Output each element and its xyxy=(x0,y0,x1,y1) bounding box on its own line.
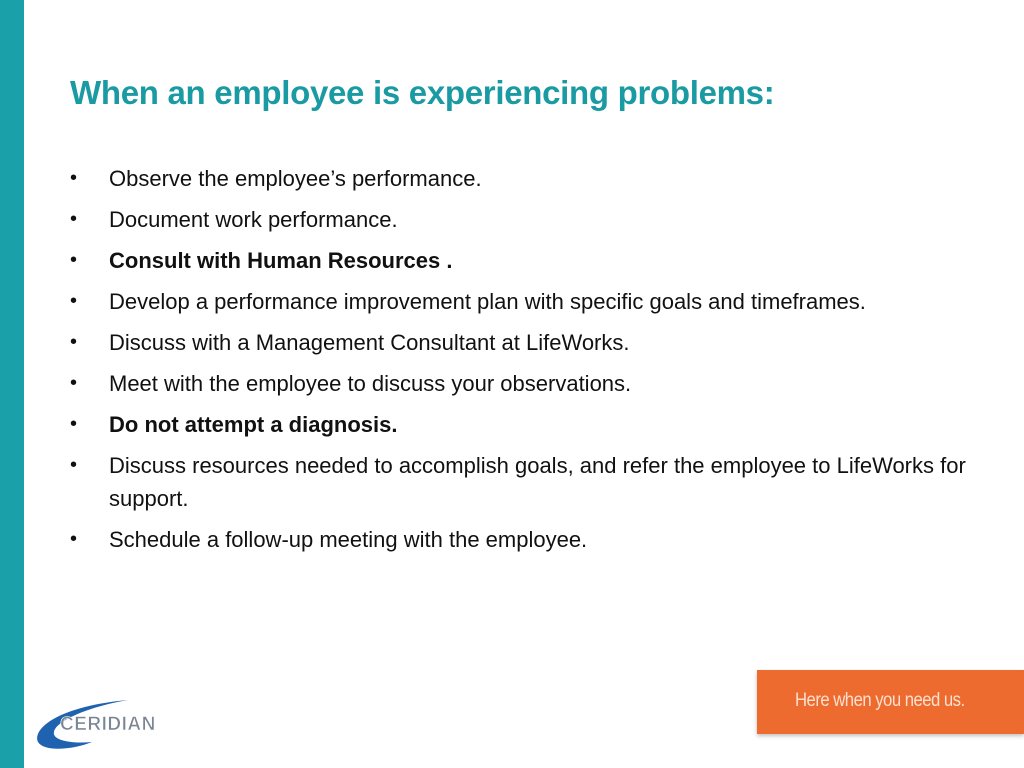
bullet-text: Do not attempt a diagnosis. xyxy=(109,412,398,437)
bullet-item xyxy=(70,326,970,359)
ceridian-logo xyxy=(30,692,190,754)
bullet-marker: • xyxy=(70,208,78,230)
bullet-text: Meet with the employee to discuss your observations. xyxy=(109,371,632,396)
bullet-item xyxy=(70,523,970,556)
bullet-marker: • xyxy=(70,167,78,189)
bullet-text: Develop a performance improvement plan with specific goals and timeframes. xyxy=(109,289,866,314)
bullet-item xyxy=(70,203,970,236)
tagline-banner xyxy=(757,670,1024,734)
bullet-marker: • xyxy=(70,454,78,476)
bullet-marker: • xyxy=(70,249,78,271)
bullet-marker: • xyxy=(70,331,78,353)
bullet-item xyxy=(70,367,970,400)
logo-text: CERIDIAN xyxy=(60,714,156,735)
bullet-text: Discuss with a Management Consultant at LifeWorks. xyxy=(109,330,630,355)
bullet-item xyxy=(70,244,970,277)
bullet-item xyxy=(70,408,970,441)
bullet-marker: • xyxy=(70,372,78,394)
bullet-item xyxy=(70,449,970,515)
bullet-marker: • xyxy=(70,413,78,435)
bullet-marker: • xyxy=(70,290,78,312)
bullet-text: Schedule a follow-up meeting with the employee. xyxy=(109,527,588,552)
bullet-list xyxy=(70,162,970,564)
left-accent-bar xyxy=(0,0,24,768)
bullet-item xyxy=(70,162,970,195)
bullet-text: Consult with Human Resources . xyxy=(109,248,453,273)
tagline-text: Here when you need us. xyxy=(795,690,965,711)
bullet-text: Observe the employee’s performance. xyxy=(109,166,482,191)
bullet-text: Discuss resources needed to accomplish goals, and refer the employee to LifeWorks for support. xyxy=(109,453,966,511)
bullet-marker: • xyxy=(70,528,78,550)
bullet-text: Document work performance. xyxy=(109,207,398,232)
slide-title: When an employee is experiencing problems: xyxy=(70,74,775,111)
bullet-item xyxy=(70,285,970,318)
